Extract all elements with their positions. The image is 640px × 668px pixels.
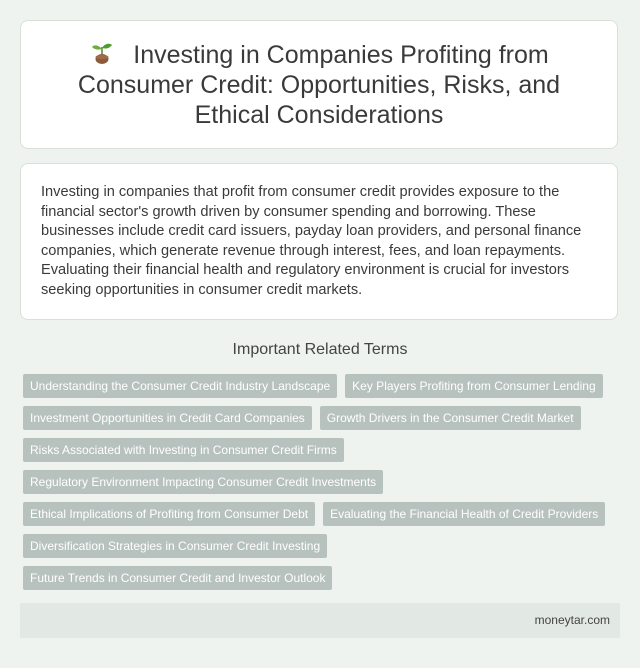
title-card <box>20 20 618 149</box>
intro-card <box>20 163 618 320</box>
related-term-tag[interactable]: Evaluating the Financial Health of Credit Providers <box>323 502 605 526</box>
related-term-tag[interactable]: Future Trends in Consumer Credit and Investor Outlook <box>23 566 332 590</box>
page-title-text: Investing in Companies Profiting from Consumer Credit: Opportunities, Risks, and Ethical Considerations <box>77 40 561 129</box>
intro-paragraph: Investing in companies that profit from consumer credit provides exposure to the financial sector's growth driven by consumer spending and borrowing. These businesses include credit card issuers, payday loan providers, and personal finance companies, which generate revenue through interest, fees, and loan repayments. Evaluating their financial health and regulatory environment is crucial for investors seeking opportunities in consumer credit markets. <box>41 184 582 298</box>
related-terms-list <box>23 374 623 590</box>
related-terms-heading: Important Related Terms <box>232 341 408 358</box>
related-term-tag[interactable]: Understanding the Consumer Credit Industry Landscape <box>23 374 337 398</box>
related-term-tag[interactable]: Key Players Profiting from Consumer Lending <box>345 374 602 398</box>
related-term-tag[interactable]: Investment Opportunities in Credit Card Companies <box>23 406 312 430</box>
related-term-tag[interactable]: Diversification Strategies in Consumer Credit Investing <box>23 534 327 558</box>
footer <box>20 603 620 638</box>
related-term-tag[interactable]: Risks Associated with Investing in Consumer Credit Firms <box>23 438 344 462</box>
sprout-icon <box>89 41 115 65</box>
footer-site-link[interactable]: moneytar.com <box>534 613 610 627</box>
related-term-tag[interactable]: Growth Drivers in the Consumer Credit Market <box>320 406 581 430</box>
page-title <box>39 40 599 130</box>
related-term-tag[interactable]: Regulatory Environment Impacting Consumer Credit Investments <box>23 470 383 494</box>
related-term-tag[interactable]: Ethical Implications of Profiting from Consumer Debt <box>23 502 315 526</box>
